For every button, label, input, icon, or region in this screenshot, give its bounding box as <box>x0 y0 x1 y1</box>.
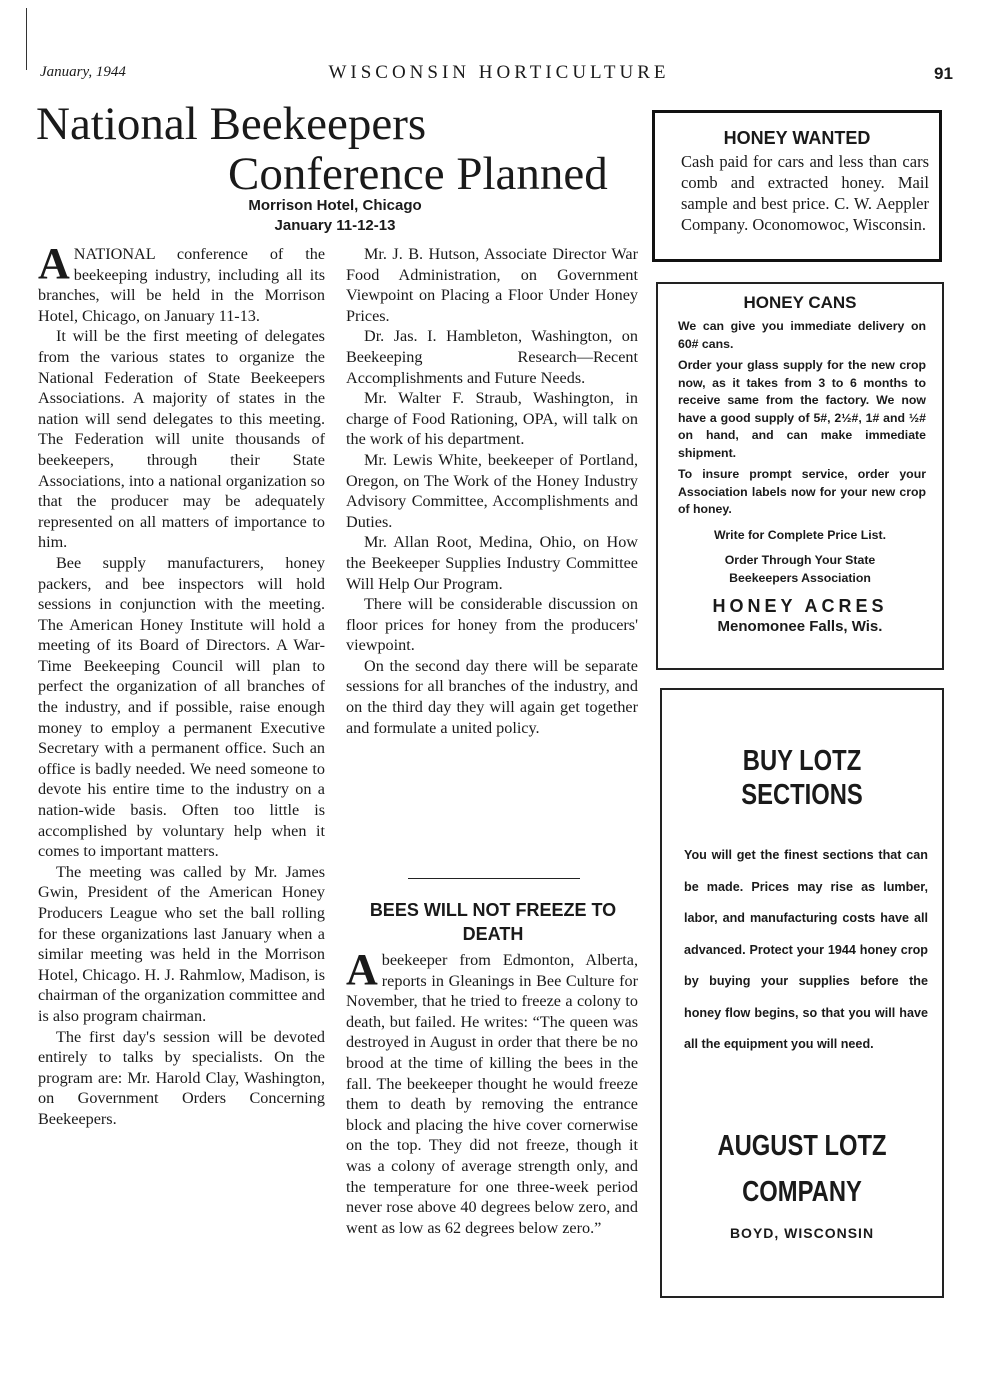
ad-company: AUGUST LOTZ COMPANY <box>717 1129 887 1208</box>
section-divider <box>408 878 580 879</box>
ad-headline: BUY LOTZ SECTIONS <box>741 745 863 811</box>
article-column-1 <box>38 239 325 1130</box>
ad-town: BOYD, WISCONSIN <box>729 1224 875 1241</box>
paragraph: Mr. Walter F. Straub, Washington, in charge of Food Rationing, OPA, will talk on the work of his department. <box>346 389 638 449</box>
ad-title: HONEY CANS <box>743 293 857 312</box>
paragraph: Dr. Jas. I. Hambleton, Washington, on Beekeeping Research—Recent Accomplishments and Future Needs. <box>346 327 638 387</box>
paragraph: A NATIONAL conference of the beekeeping industry, including all its branches, will be held in the Morrison Hotel, Chicago, on January 11-13. <box>38 239 325 325</box>
ad-title: HONEY WANTED <box>723 128 871 148</box>
article-location: Morrison Hotel, Chicago <box>248 197 422 214</box>
ad-paragraph: Write for Complete Price List. <box>714 527 886 542</box>
page-number: 91 <box>934 64 953 83</box>
paragraph: The first day's session will be devoted entirely to talks by specialists. On the program are: Mr. Harold Clay, Washington, on Government Orders Concerning Beekeepers. <box>38 1027 325 1128</box>
article2-body <box>346 945 638 1238</box>
article-column-2 <box>346 244 638 738</box>
ad-paragraph: We can give you immediate delivery on 60# cans. <box>678 319 926 351</box>
drop-cap: A <box>346 945 378 994</box>
ad-paragraph: Order Through Your State Beekeepers Association <box>724 553 876 585</box>
ad-honey-cans <box>656 282 944 670</box>
ad-lotz-sections <box>660 688 944 1298</box>
paragraph: The meeting was called by Mr. James Gwin, President of the American Honey Producers League who set the ball rolling for these organizations last January when a similar meeting was held in the Morrison Hotel, Chicago. H. J. Rahmlow, Madison, is chairman of the organization committee and is also program chairman. <box>38 862 325 1025</box>
ad-company: HONEY ACRES <box>712 596 888 616</box>
ad-paragraph: To insure prompt service, order your Association labels now for your new crop of honey. <box>678 467 926 516</box>
ad-body: You will get the finest sections that can be made. Prices may rise as lumber, labor, and manufacturing costs have all advanced. Protect your 1944 honey crop by buying your supplies before the honey flow begins, so that you will have all the equipment you will need. <box>684 848 928 1051</box>
paragraph: Mr. J. B. Hutson, Associate Director War Food Administration, on Government Viewpoint on Placing a Floor Under Honey Prices. <box>346 245 638 325</box>
article-dates: January 11-12-13 <box>274 217 396 234</box>
publication-title: WISCONSIN HORTICULTURE <box>328 62 670 83</box>
paragraph: Bee supply manufacturers, honey packers, and bee inspectors will hold sessions in conjunction with the meeting. The American Honey Institute will hold a meeting of its Board of Directors. A War-Time Beekeeping Council will plan to perfect the organization of all branches of the industry, and if possible, raise enough money to employ a permanent Executive Secretary with a permanent office. Such an office is badly needed. We need someone to devote his entire time to the industry on a nation-wide basis. Often too little is accomplished by voluntary help when it comes to important matters. <box>38 553 325 861</box>
ad-town: Menomonee Falls, Wis. <box>717 618 883 635</box>
drop-cap: A <box>38 239 70 288</box>
margin-line <box>26 8 27 70</box>
paragraph: On the second day there will be separate sessions for all branches of the industry, and on the third day they will again get together and formulate a united policy. <box>346 656 638 737</box>
paragraph: It will be the first meeting of delegates from the various states to organize the National Federation of State Beekeepers Associations. A majority of states in the nation will send delegates to this meeting. The Federation will unite thousands of beekeepers, through their State Associations, into a national organization so that the producer may be adequately represented on all matters of importance to him. <box>38 327 325 552</box>
article-title-line1: National Beekeepers <box>36 98 427 150</box>
ad-paragraph: Order your glass supply for the new crop now, as it takes from 3 to 6 months to receive same from the factory. We now have a good supply of 5#, 2½#, 1# and ½# on hand, and can make immediate shipment. <box>678 358 926 460</box>
ad-text: Cash paid for cars and less than cars comb and extracted honey. Mail sample and best price. C. W. Aeppler Company. Oconomowoc, Wisconsin. <box>681 152 929 234</box>
article2-title: BEES WILL NOT FREEZE TO DEATH <box>369 900 617 944</box>
paragraph: There will be considerable discussion on floor prices for honey from the producers' viewpoint. <box>346 595 638 655</box>
issue-date: January, 1944 <box>40 64 126 80</box>
paragraph: A beekeeper from Edmonton, Alberta, reports in Gleanings in Bee Culture for November, that he tried to freeze a colony to death, but failed. He writes: “The queen was destroyed in August in order that there be no brood at the time of killing the bees in the fall. The beekeeper thought he would freeze them to death by removing the entrance block and placing the hive cover cornerwise on the top. They did not freeze, though it was a colony of average strength only, and the temperature for one three-week period never rose above 40 degrees below zero, and went as low as 62 degrees below zero.” <box>346 945 638 1237</box>
paragraph: Mr. Allan Root, Medina, Ohio, on How the Beekeeper Supplies Industry Committee Will Help Our Program. <box>346 533 638 593</box>
article-title-line2: Conference Planned <box>228 148 608 200</box>
ad-honey-wanted <box>652 110 942 262</box>
paragraph: Mr. Lewis White, beekeeper of Portland, Oregon, on The Work of the Honey Industry Advisory Committee, Accomplishments and Duties. <box>346 450 638 531</box>
